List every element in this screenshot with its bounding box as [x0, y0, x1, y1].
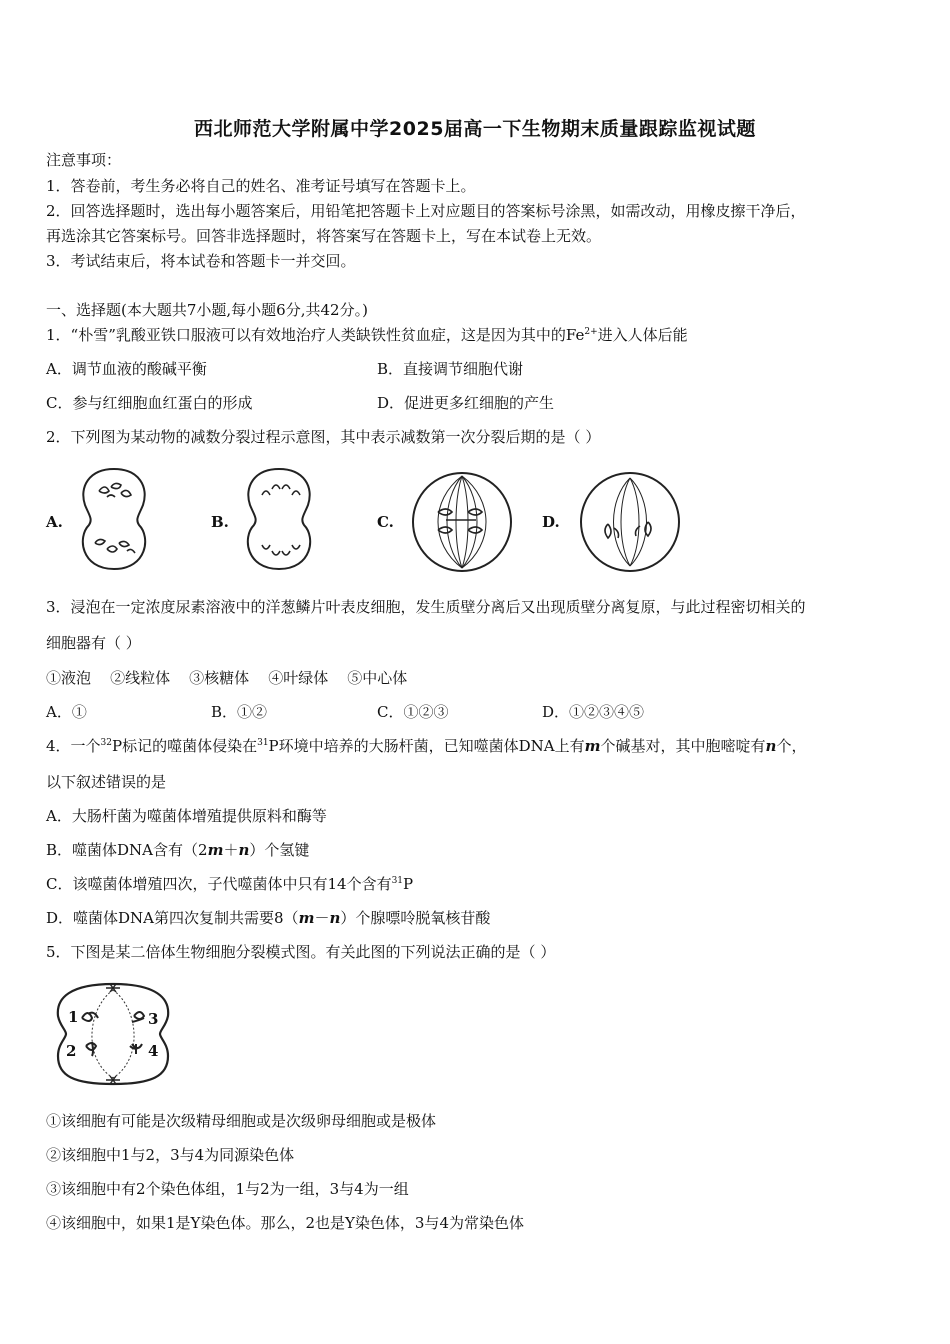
notice-heading: 注意事项：	[46, 151, 122, 169]
notice-item: 3．考试结束后，将本试卷和答题卡一并交回。	[46, 252, 356, 270]
question-4-stem: 4．一个$^{32}$P标记的噬菌体侵染在$^{31}$P环境中培养的大肠杆菌，已知噬菌体DNA上有m个碱基对，其中胞嘧啶有n个，	[46, 737, 807, 755]
q1-option-d: D．促进更多红细胞的产生	[377, 394, 555, 412]
question-3-stem: 3．浸泡在一定浓度尿素溶液中的洋葱鳞片叶表皮细胞，发生质壁分离后又出现质壁分离复原，与此过程密切相关的	[46, 598, 806, 616]
chromosome-label-4: 4	[148, 1042, 159, 1060]
q3-option-c: C．①②③	[377, 703, 449, 721]
q1-option-b: B．直接调节细胞代谢	[377, 360, 524, 378]
question-2-stem: 2．下列图为某动物的减数分裂过程示意图，其中表示减数第一次分裂后期的是（ ）	[46, 428, 601, 446]
notice-item: 2．回答选择题时，选出每小题答案后，用铅笔把答题卡上对应题目的答案标号涂黑，如需改动，用橡皮擦干净后，	[46, 202, 806, 220]
q3-option-a: A．①	[46, 703, 87, 721]
question-1-stem: 1．“朴雪”乳酸亚铁口服液可以有效地治疗人类缺铁性贫血症，这是因为其中的$Fe^{2+}$进入人体后能	[46, 326, 688, 344]
page-title: 西北师范大学附属中学2025届高一下生物期末质量跟踪监视试题	[194, 118, 756, 140]
q5-statement-4: ④该细胞中，如果1是Y染色体。那么，2也是Y染色体，3与4为常染色体	[46, 1214, 524, 1232]
cell-diagram-a	[77, 465, 151, 573]
notice-item: 1．答卷前，考生务必将自己的姓名、准考证号填写在答题卡上。	[46, 177, 476, 195]
cell-diagram-d	[578, 470, 682, 574]
q1-option-c: C．参与红细胞血红蛋白的形成	[46, 394, 253, 412]
q5-statement-3: ③该细胞中有2个染色体组，1与2为一组，3与4为一组	[46, 1180, 409, 1198]
q5-statement-2: ②该细胞中1与2，3与4为同源染色体	[46, 1146, 295, 1164]
chromosome-label-3: 3	[148, 1010, 159, 1028]
q2-label-a: A.	[46, 513, 63, 531]
q5-statement-1: ①该细胞有可能是次级精母细胞或是次级卵母细胞或是极体	[46, 1112, 437, 1130]
q4-option-c: C．该噬菌体增殖四次，子代噬菌体中只有14个含有$^{31}$P	[46, 875, 414, 893]
q4-option-d: D．噬菌体DNA第四次复制共需要8（m－n）个腺嘌呤脱氧核苷酸	[46, 909, 491, 927]
chromosome-label-1: 1	[68, 1008, 79, 1026]
question-4-stem-cont: 以下叙述错误的是	[46, 773, 167, 791]
cell-diagram-c	[410, 470, 514, 574]
q4-option-b: B．噬菌体DNA含有（2m＋n）个氢键	[46, 841, 310, 859]
section-heading: 一、选择题(本大题共7小题,每小题6分,共42分。)	[46, 301, 368, 319]
q1-option-a: A．调节血液的酸碱平衡	[46, 360, 207, 378]
question-5-stem: 5．下图是某二倍体生物细胞分裂模式图。有关此图的下列说法正确的是（ ）	[46, 943, 556, 961]
notice-item: 再选涂其它答案标号。回答非选择题时，将答案写在答题卡上，写在本试卷上无效。	[46, 227, 602, 245]
q2-label-c: C.	[377, 513, 394, 531]
question-3-stem-cont: 细胞器有（ ）	[46, 634, 141, 652]
chromosome-label-2: 2	[66, 1042, 77, 1060]
q3-option-b: B．①②	[211, 703, 268, 721]
q3-items: ①液泡 ②线粒体 ③核糖体 ④叶绿体 ⑤中心体	[46, 669, 408, 687]
q2-label-b: B.	[211, 513, 229, 531]
cell-diagram-b	[242, 465, 316, 573]
q3-option-d: D．①②③④⑤	[542, 703, 645, 721]
q2-label-d: D.	[542, 513, 560, 531]
cell-division-diagram	[52, 978, 174, 1090]
q4-option-a: A．大肠杆菌为噬菌体增殖提供原料和酶等	[46, 807, 327, 825]
